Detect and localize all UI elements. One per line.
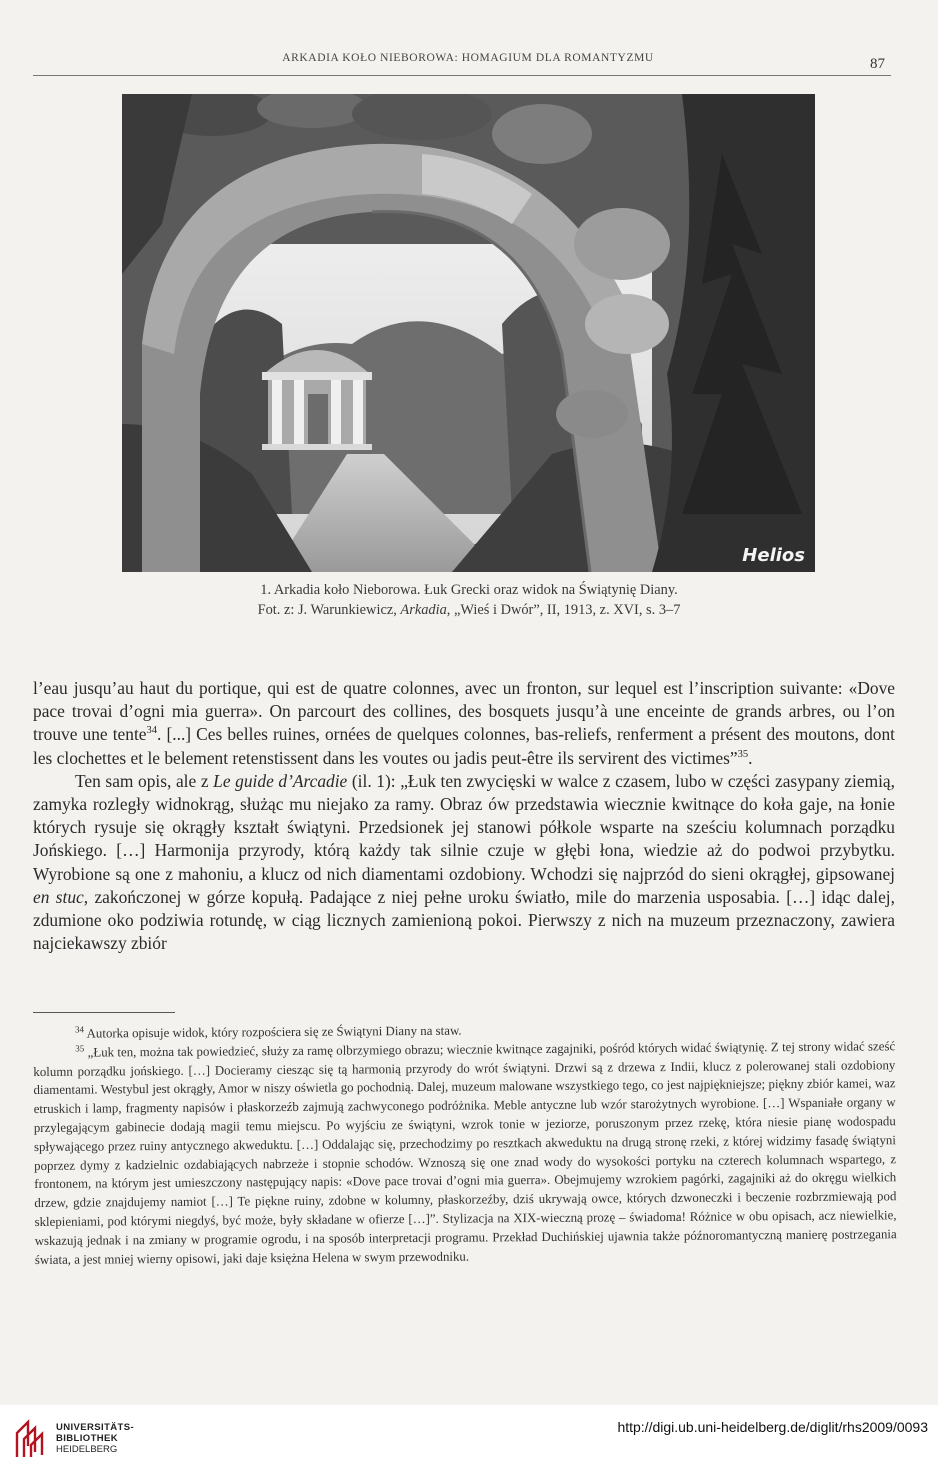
library-name xyxy=(56,1422,134,1455)
caption-source-suffix: , „Wieś i Dwór”, II, 1913, z. XVI, s. 3–7 xyxy=(446,602,681,618)
p2-italic-term: en stuc xyxy=(33,886,84,907)
library-logo-strokes xyxy=(17,1422,42,1457)
caption-line-2 xyxy=(100,600,838,620)
p1-text-a: l’eau jusqu’au haut du portique, qui est de quatre colonnes, avec un fronton, sur lequel est l’inscription suivante: «Dove pace trovai d’ogni mia guerra». On parcourt des collines, des bosquets jusqu’à une enceinte de grands arbres, ou l’on trouve une tente xyxy=(33,678,895,745)
library-logo-icon[interactable] xyxy=(14,1419,50,1459)
arch-photo-illustration xyxy=(122,94,815,572)
running-title: ARKADIA KOŁO NIEBOROWA: HOMAGIUM DLA ROMANTYZMU xyxy=(282,52,654,64)
photographer-watermark: Helios xyxy=(742,545,805,566)
footnote-ref-34[interactable]: 34 xyxy=(146,725,158,737)
caption-source-title: Arkadia xyxy=(400,602,447,618)
body-text xyxy=(33,677,895,955)
footnote-separator xyxy=(33,1012,175,1013)
p2-italic-title: Le guide d’Arcadie xyxy=(213,770,348,791)
source-url-link[interactable]: http://digi.ub.uni-heidelberg.de/diglit/rhs2009/0093 xyxy=(617,1419,928,1435)
temple-of-diana xyxy=(262,350,372,450)
footnote-34-number: 34 xyxy=(74,1024,85,1035)
caption-line-1: 1. Arkadia koło Nieborowa. Łuk Grecki oraz widok na Świątynię Diany. xyxy=(260,582,678,598)
p1-text-b: . [...] Ces belles ruines, ornées de quelques colonnes, bas-reliefs, renferment a présent des moutons, dont les clochettes et le belement retenstissent dans les voutes ou jadis peut-être ils servirent des victimes” xyxy=(33,724,895,768)
p1-text-c: . xyxy=(748,747,753,768)
footnote-34-text: Autorka opisuje widok, który rozpościera się ze Świątyni Diany na staw. xyxy=(84,1023,462,1041)
library-footer xyxy=(0,1405,938,1474)
library-name-line-2: BIBLIOTHEK xyxy=(56,1433,119,1444)
p2-text-c: , zakończonej w górze kopułą. Padające z niej pełne uroku światło, mile do marzenia usposabia. […] idąc dalej, zdumione oko podziwia rotundę, w ciąg licznych zamienioną pokoi. Pierwszy z nich na muzeum przeznaczony, zawiera najciekawszy zbiór xyxy=(33,886,895,954)
header-rule xyxy=(33,75,891,76)
caption-source-prefix: Fot. z: J. Warunkiewicz, xyxy=(257,602,401,618)
figure-caption xyxy=(100,580,838,620)
arch-photograph xyxy=(122,94,815,572)
library-name-line-3: HEIDELBERG xyxy=(56,1444,118,1455)
footnote-ref-35[interactable]: 35 xyxy=(737,748,749,760)
footnote-35 xyxy=(33,1037,897,1269)
body-paragraph-2 xyxy=(33,770,895,956)
library-name-line-1: UNIVERSITÄTS- xyxy=(56,1422,135,1433)
footnotes xyxy=(33,1018,897,1269)
body-paragraph-1 xyxy=(33,677,895,770)
footnote-35-text: „Łuk ten, można tak powiedzieć, służy za ramę olbrzymiego obrazu; wiecznie kwitnące zagajniki, pośród których widać świątynię. Z tej strony widać sześć kolumn porządku jońskiego. […] Docieramy ciesząc się tą harmonią przyrody do wrót świątyni. Drzwi są z drzewa z Indii, klucz z polerowanej stali ozdobiony diamentami. Westybul jest okrągły, Amor w niszy oświetla go pochodnią. Dalej, muzeum malowane wszystkiego tego, co jest najpiękniejsze; piękny zbiór kamei, waz etruskich i lamp, fragmenty napisów i płaskorzeźb zajmują zachwyconego podróżnika. Meble antyczne lub wzór starożytnych wyrobione. […] Wspaniałe organy w przylegającym gabinecie dodają magii temu miejscu. Po wyjściu ze świątyni, wzrok tonie w jeziorze, poruszonym przez rzekę, która niesie pianę wodospadu spływającego przez ruiny antycznego akweduktu. […] Oddalając się, przechodzimy po resztkach akweduktu na drugą stronę rzeki, z której widzimy fasadę świątyni poprzez dymy z kadzielnic ozdabiających nabrzeże i stopnie schodów. Wznoszą się one znad wody do wysokości portyku na czterech kolumnach wspartego, z frontonem, na którym jest umieszczony następujący napis: «Dove pace trovai d’ogni mia guerra». Obejmujemy wzrokiem pagórki, zagajniki aż do okręgu wielkich drzew, gdzie znajdujemy namiot […] Te piękne ruiny, zdobne w kolumny, płaskorzeźby, dziś ukrywają owce, których dzwoneczki i beczenie rozbrzmiewają pod sklepieniami, pod którymi niegdyś, być może, były składane w ofierze […]”. Stylizacja na XIX-wieczną prozę – świadoma! Różnice w obu opisach, acz niewielkie, wskazują jednak i na zmiany w programie ogrodu, i na sposób interpretacji programu. Przekład Duchińskiej ujawnia także późnoromantyczną manierę postrzegania świata, a jest mniej wierny opisowi, jaki daje księżna Helena w swym przewodniku. xyxy=(33,1039,897,1267)
page-number: 87 xyxy=(870,56,885,72)
p2-text-a: Ten sam opis, ale z xyxy=(75,770,214,791)
p2-text-b: (il. 1): „Łuk ten zwycięski w walce z czasem, lubo w części zasypany ziemią, zamyka rozległy widnokrąg, służąc mu niejako za ramy. Obraz ów przedstawia wiecznie kwitnące do koła gaje, na łonie których rysuje się okrągły kształt świątyni. Przedsionek jej stanowi półkole wsparte na sześciu kolumnach porządku Jońskiego. […] Harmonija przyrody, którą każdy tak silnie czuje w głębi łona, wiedzie aż do podwoi przybytku. Wyrobione są one z mahoniu, a klucz od nich diamentami ozdobiony. Wchodzi się najprzód do sieni okrągłej, gipsowanej xyxy=(33,770,895,884)
footnote-35-number: 35 xyxy=(75,1043,85,1054)
